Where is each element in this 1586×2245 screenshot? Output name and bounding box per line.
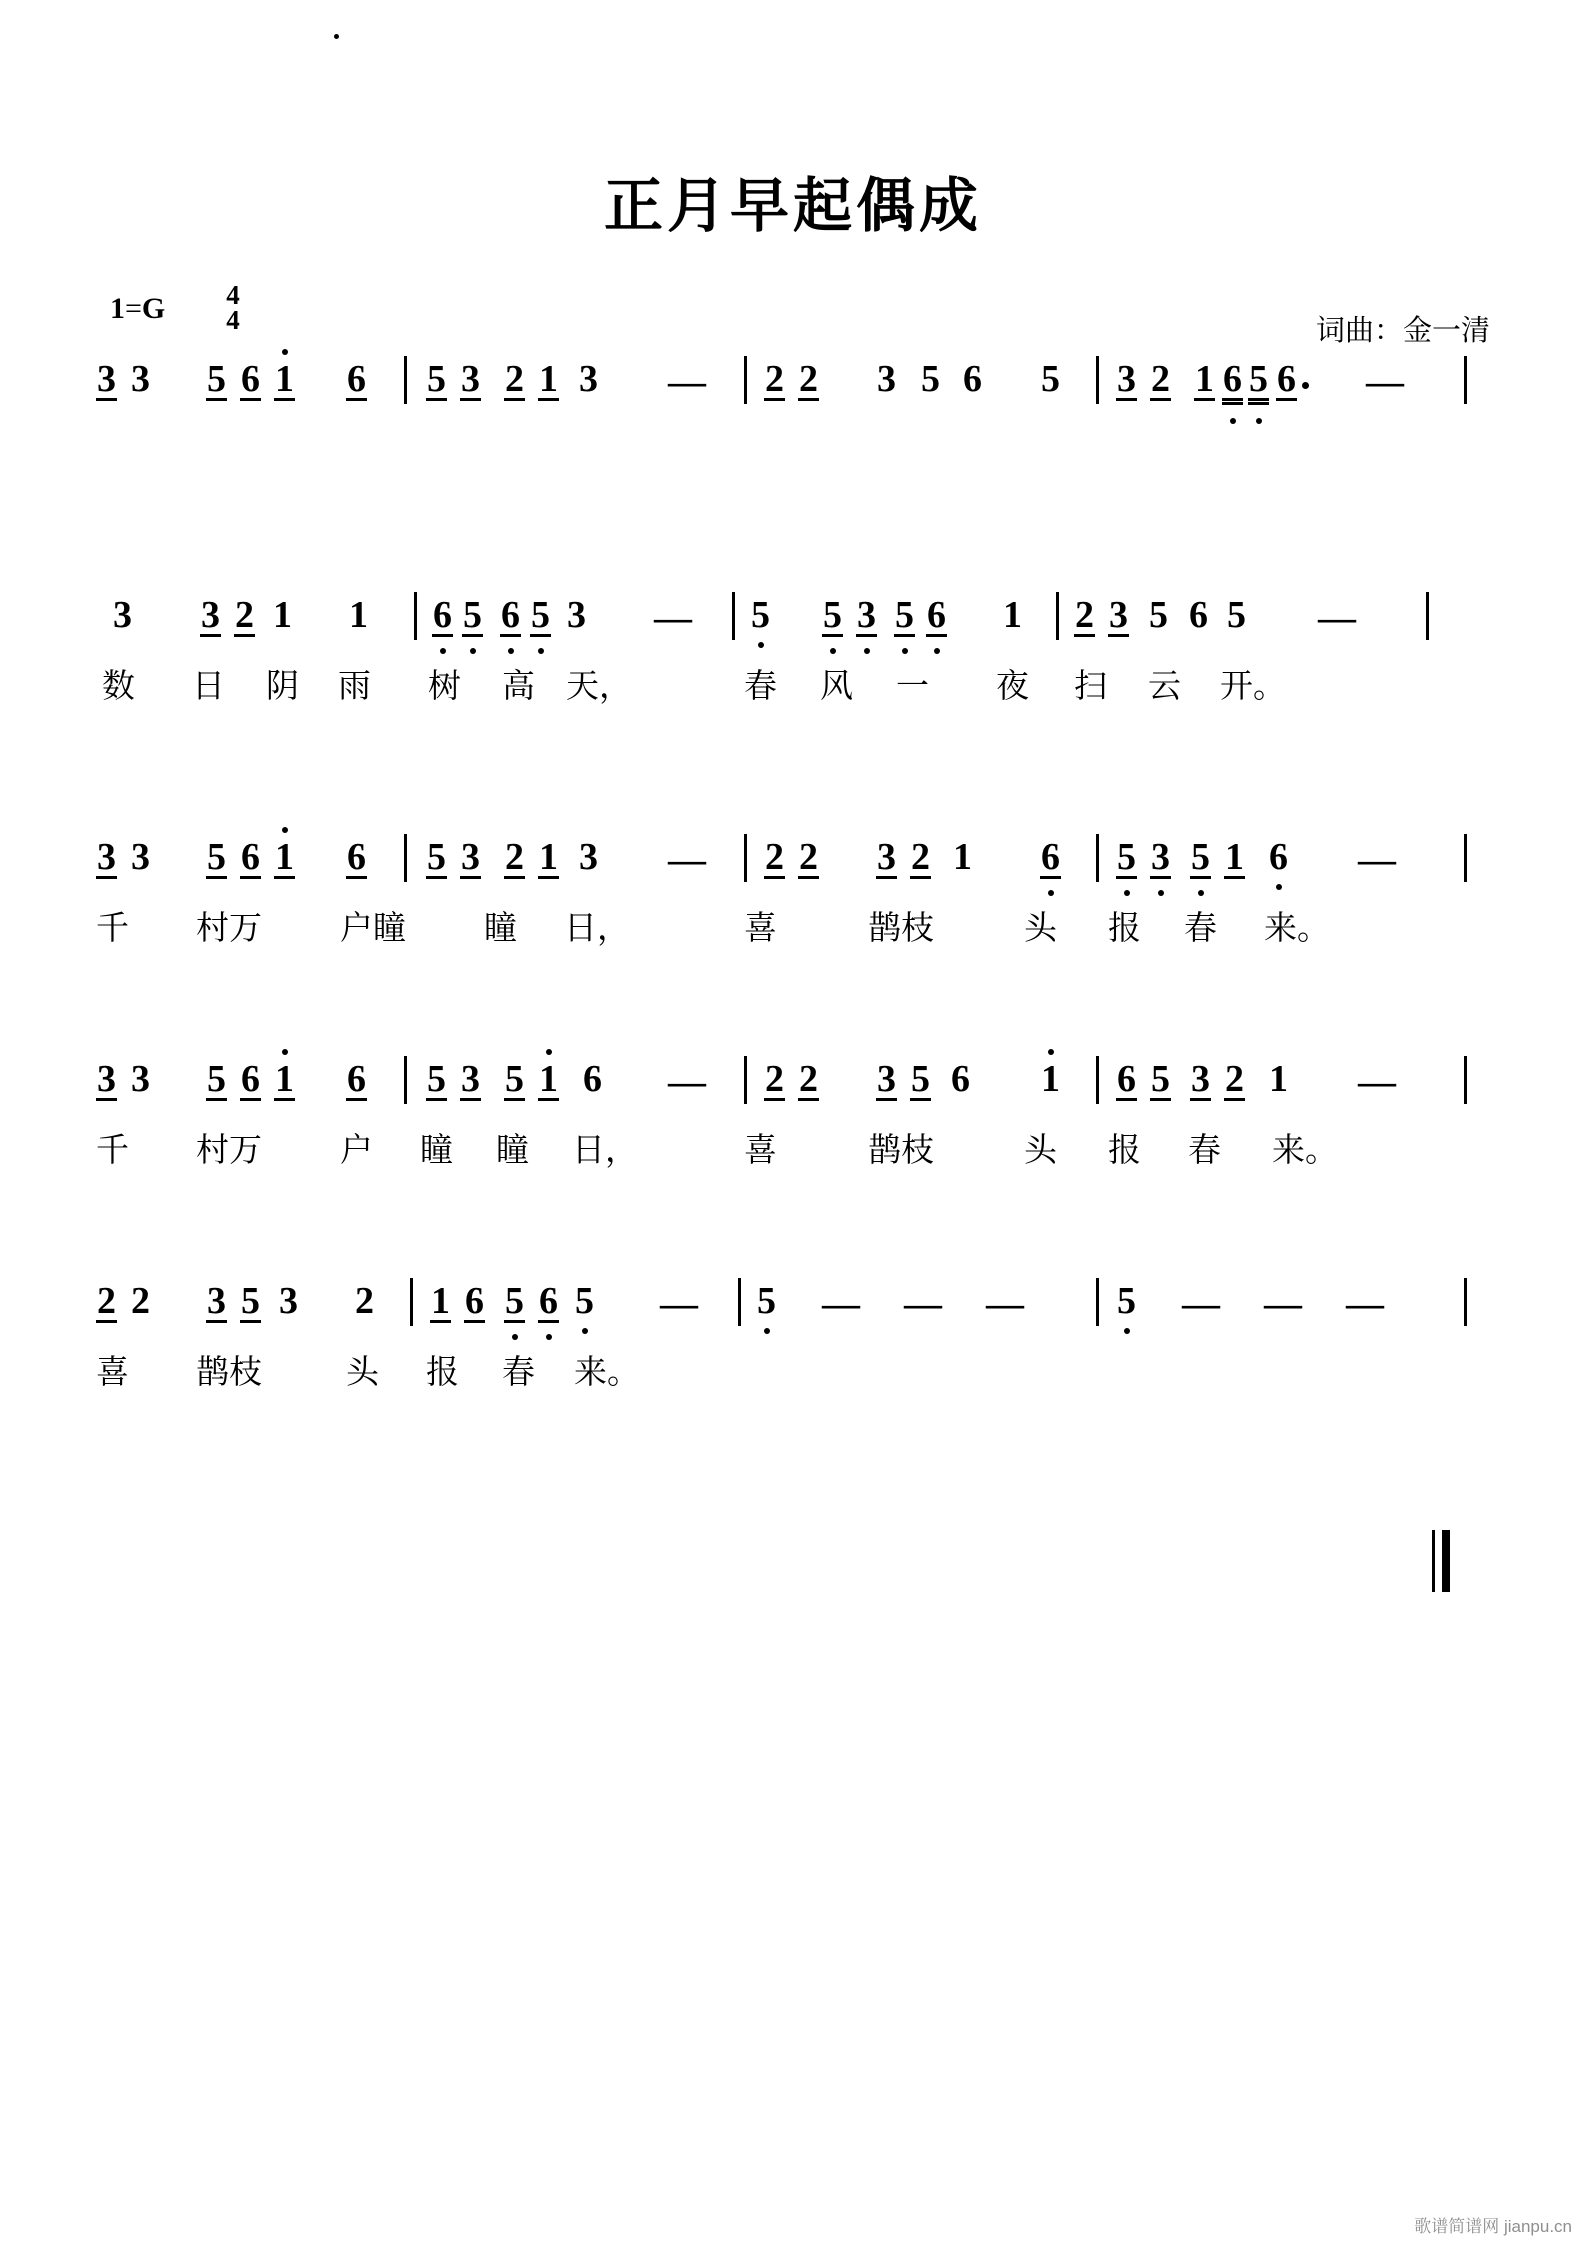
note: 3 xyxy=(567,594,586,636)
note: 2 xyxy=(799,358,818,400)
note: 2 xyxy=(1075,594,1094,636)
note: 5 xyxy=(1151,1058,1170,1100)
lyric-syllable: 报 xyxy=(426,1355,459,1391)
note-extension: — xyxy=(822,1283,860,1325)
note: 5 xyxy=(241,1280,260,1322)
note: 1 xyxy=(1003,594,1022,636)
note: 3 xyxy=(207,1280,226,1322)
system-2-lyrics xyxy=(96,660,1496,718)
lyric-syllable: 夜 xyxy=(996,669,1029,705)
note: 6 xyxy=(583,1058,602,1100)
note: 6 xyxy=(963,358,982,400)
note: 6 xyxy=(347,1058,366,1100)
barline xyxy=(1096,1056,1099,1104)
note: 5 xyxy=(207,836,226,878)
barline xyxy=(404,356,407,404)
system-4-lyrics xyxy=(96,1124,1496,1182)
note: 1 xyxy=(431,1280,450,1322)
note: 3 xyxy=(856,596,877,637)
lyric-syllable: 头 xyxy=(346,1355,379,1391)
system-4 xyxy=(96,1060,1496,1182)
credit-line: 词曲：金一清 xyxy=(1315,315,1490,347)
note: 2 xyxy=(799,836,818,878)
lyric-syllable: 春 xyxy=(1188,1133,1221,1169)
note: 1 xyxy=(274,360,295,401)
note: 3 xyxy=(579,358,598,400)
system-3-notes xyxy=(96,838,1496,902)
note: 1 xyxy=(1040,1060,1061,1098)
final-barline-thin xyxy=(1432,1530,1435,1592)
lyric-syllable: 高 xyxy=(502,669,535,705)
note: 3 xyxy=(97,836,116,878)
note: 1 xyxy=(349,594,368,636)
lyric-syllable: 瞳 xyxy=(496,1133,529,1169)
note: 3 xyxy=(131,1058,150,1100)
note: 3 xyxy=(461,1058,480,1100)
lyric-syllable: 喜 xyxy=(96,1355,129,1391)
note: 3 xyxy=(877,358,896,400)
barline xyxy=(1464,1056,1467,1104)
note: 2 xyxy=(505,358,524,400)
note: 1 xyxy=(274,1060,295,1101)
system-3 xyxy=(96,838,1496,960)
lyric-syllable: 户 xyxy=(340,1133,373,1169)
note: 6 xyxy=(241,1058,260,1100)
lyric-syllable: 来。 xyxy=(574,1355,640,1391)
lyric-syllable: 来。 xyxy=(1272,1133,1338,1169)
lyric-syllable: 报 xyxy=(1108,1133,1141,1169)
note: 6 xyxy=(500,596,521,637)
note: 3 xyxy=(1109,594,1128,636)
note-extension: — xyxy=(668,839,706,881)
note: 5 xyxy=(505,1058,524,1100)
page-title: 正月早起偶成 xyxy=(603,173,982,239)
key-label: 1 xyxy=(110,292,125,325)
meter-numerator: 4 xyxy=(226,280,240,310)
note: 2 xyxy=(765,358,784,400)
note: 1 xyxy=(273,594,292,636)
note: 1 xyxy=(274,838,295,879)
note: 5 xyxy=(1248,360,1269,401)
note: 1 xyxy=(1195,358,1214,400)
note: 5 xyxy=(207,1058,226,1100)
lyric-syllable: 一 xyxy=(896,669,929,705)
note: 1 xyxy=(1225,836,1244,878)
final-barline-thick xyxy=(1442,1530,1450,1592)
system-4-notes xyxy=(96,1060,1496,1124)
note: 5 xyxy=(822,596,843,637)
system-1-notes xyxy=(96,360,1496,424)
note: 6 xyxy=(465,1280,484,1322)
barline xyxy=(1056,592,1059,640)
note-extension: — xyxy=(1366,361,1404,403)
barline xyxy=(1096,356,1099,404)
note-extension: — xyxy=(904,1283,942,1325)
note: 2 xyxy=(765,1058,784,1100)
note: 2 xyxy=(505,836,524,878)
lyric-syllable: 瞳 xyxy=(484,911,517,947)
note-extension: — xyxy=(1346,1283,1384,1325)
note: 3 xyxy=(97,1058,116,1100)
note: 5 xyxy=(750,596,771,634)
lyric-syllable: 头 xyxy=(1024,1133,1057,1169)
note: 6 xyxy=(1276,360,1297,401)
lyric-syllable: 瞳 xyxy=(420,1133,453,1169)
note: 3 xyxy=(461,836,480,878)
lyric-syllable: 来。 xyxy=(1264,911,1330,947)
note: 3 xyxy=(1150,838,1171,879)
note-extension: — xyxy=(1358,1061,1396,1103)
note: 2 xyxy=(911,836,930,878)
key-equals: = xyxy=(125,292,142,325)
lyric-syllable: 报 xyxy=(1108,911,1141,947)
note: 3 xyxy=(131,836,150,878)
note-extension: — xyxy=(668,361,706,403)
system-5-lyrics xyxy=(96,1346,1496,1404)
lyric-syllable: 喜 xyxy=(744,911,777,947)
note: 3 xyxy=(113,594,132,636)
system-2 xyxy=(96,596,1496,718)
lyric-syllable: 鹊枝 xyxy=(868,1133,934,1169)
note: 5 xyxy=(574,1282,595,1320)
note: 2 xyxy=(131,1280,150,1322)
note-extension: — xyxy=(1358,839,1396,881)
note: 6 xyxy=(241,358,260,400)
note-extension: — xyxy=(660,1283,698,1325)
note: 5 xyxy=(911,1058,930,1100)
barline xyxy=(404,834,407,882)
meter-denominator: 4 xyxy=(226,304,240,335)
lyric-syllable: 千 xyxy=(96,911,129,947)
lyric-syllable: 阴 xyxy=(266,669,299,705)
note: 3 xyxy=(201,594,220,636)
note: 3 xyxy=(1117,358,1136,400)
watermark: 歌谱简谱网 jianpu.cn xyxy=(1414,2217,1572,2236)
note-extension: — xyxy=(986,1283,1024,1325)
system-5 xyxy=(96,1282,1496,1404)
note: 3 xyxy=(279,1280,298,1322)
barline xyxy=(732,592,735,640)
system-1 xyxy=(96,360,1496,424)
system-3-lyrics xyxy=(96,902,1496,960)
lyric-syllable: 雨 xyxy=(338,669,371,705)
lyric-syllable: 开。 xyxy=(1220,669,1286,705)
note: 5 xyxy=(1041,358,1060,400)
barline xyxy=(1464,834,1467,882)
note: 5 xyxy=(504,1282,525,1323)
note-extension: — xyxy=(654,597,692,639)
note: 6 xyxy=(1268,838,1289,876)
lyric-syllable: 鹊枝 xyxy=(196,1355,262,1391)
note: 2 xyxy=(1151,358,1170,400)
lyric-syllable: 千 xyxy=(96,1133,129,1169)
barline xyxy=(744,834,747,882)
note: 6 xyxy=(347,836,366,878)
note: 5 xyxy=(1227,594,1246,636)
system-5-notes xyxy=(96,1282,1496,1346)
note: 5 xyxy=(921,358,940,400)
barline xyxy=(404,1056,407,1104)
note: 3 xyxy=(579,836,598,878)
note: 5 xyxy=(1116,838,1137,879)
note: 5 xyxy=(427,1058,446,1100)
lyric-syllable: 春 xyxy=(1184,911,1217,947)
lyric-syllable: 鹊枝 xyxy=(868,911,934,947)
note: 1 xyxy=(538,1060,559,1101)
lyric-syllable: 云 xyxy=(1148,669,1181,705)
lyric-syllable: 春 xyxy=(502,1355,535,1391)
note: 6 xyxy=(1040,838,1061,879)
note: 3 xyxy=(877,1058,896,1100)
note: 6 xyxy=(926,596,947,637)
note: 5 xyxy=(427,836,446,878)
lyric-syllable: 风 xyxy=(820,669,853,705)
note-extension: — xyxy=(1182,1283,1220,1325)
note: 1 xyxy=(1269,1058,1288,1100)
barline xyxy=(744,356,747,404)
note: 3 xyxy=(131,358,150,400)
barline xyxy=(744,1056,747,1104)
lyric-syllable: 树 xyxy=(428,669,461,705)
note: 1 xyxy=(953,836,972,878)
note: 2 xyxy=(355,1280,374,1322)
lyric-syllable: 春 xyxy=(744,669,777,705)
barline xyxy=(410,1278,413,1326)
note: 6 xyxy=(1222,360,1243,401)
note: 3 xyxy=(97,358,116,400)
note: 2 xyxy=(1225,1058,1244,1100)
lyric-syllable: 日 xyxy=(192,669,225,705)
note: 1 xyxy=(539,836,558,878)
barline xyxy=(1426,592,1429,640)
lyric-syllable: 头 xyxy=(1024,911,1057,947)
note: 5 xyxy=(530,596,551,637)
barline xyxy=(738,1278,741,1326)
note: 5 xyxy=(1149,594,1168,636)
barline xyxy=(1096,1278,1099,1326)
note: 6 xyxy=(347,358,366,400)
barline xyxy=(1096,834,1099,882)
barline xyxy=(414,592,417,640)
note-extension: — xyxy=(1318,597,1356,639)
note: 5 xyxy=(462,596,483,637)
lyric-syllable: 村万 xyxy=(196,911,262,947)
note: 5 xyxy=(1190,838,1211,879)
lyric-syllable: 日， xyxy=(564,911,630,947)
note: 2 xyxy=(765,836,784,878)
lyric-syllable: 扫 xyxy=(1074,669,1107,705)
note: 6 xyxy=(1117,1058,1136,1100)
time-signature xyxy=(216,280,250,335)
corner-dot xyxy=(334,34,339,39)
note: 5 xyxy=(207,358,226,400)
note: 3 xyxy=(877,836,896,878)
lyric-syllable: 天， xyxy=(566,669,632,705)
note: 6 xyxy=(538,1282,559,1323)
note: 6 xyxy=(241,836,260,878)
note: 2 xyxy=(799,1058,818,1100)
lyric-syllable: 户瞳 xyxy=(340,911,406,947)
barline xyxy=(1464,1278,1467,1326)
note: 5 xyxy=(756,1282,777,1320)
note: 5 xyxy=(427,358,446,400)
note: 6 xyxy=(1189,594,1208,636)
note: 1 xyxy=(539,358,558,400)
barline xyxy=(1464,356,1467,404)
system-2-notes xyxy=(96,596,1496,660)
note: 5 xyxy=(894,596,915,637)
note-extension: — xyxy=(668,1061,706,1103)
note-extension: — xyxy=(1264,1283,1302,1325)
note: 3 xyxy=(461,358,480,400)
lyric-syllable: 喜 xyxy=(744,1133,777,1169)
note: 2 xyxy=(235,594,254,636)
lyric-syllable: 日， xyxy=(572,1133,638,1169)
lyric-syllable: 村万 xyxy=(196,1133,262,1169)
note: 3 xyxy=(1191,1058,1210,1100)
note: 5 xyxy=(1116,1282,1137,1320)
key-signature xyxy=(110,292,165,326)
lyric-syllable: 数 xyxy=(102,669,135,705)
note: 6 xyxy=(951,1058,970,1100)
note: 6 xyxy=(432,596,453,637)
note: 2 xyxy=(97,1280,116,1322)
key-value: G xyxy=(141,292,166,325)
